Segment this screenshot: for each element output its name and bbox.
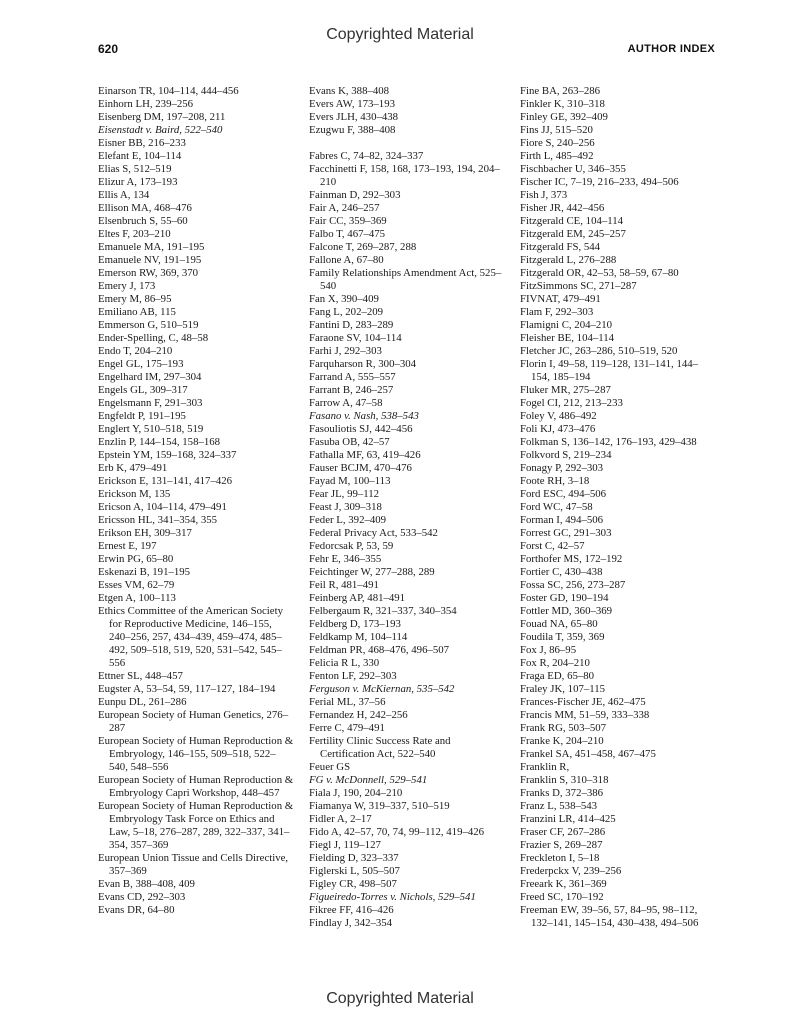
- index-entry: Farrow A, 47–58: [309, 397, 383, 409]
- index-entry: Engelhard IM, 297–304: [98, 371, 202, 383]
- index-entry: Feinberg AP, 481–491: [309, 592, 406, 604]
- index-entry: Fayad M, 100–113: [309, 475, 391, 487]
- index-entry: Folkvord S, 219–234: [520, 449, 612, 461]
- index-entry: Einhorn LH, 239–256: [98, 98, 194, 110]
- index-entry: Fiegl J, 119–127: [309, 839, 381, 851]
- index-entry: Engel GL, 175–193: [98, 358, 184, 370]
- index-entry: Fottler MD, 360–369: [520, 605, 613, 617]
- index-entry: Faraone SV, 104–114: [309, 332, 402, 344]
- index-entry: Firth L, 485–492: [520, 150, 594, 162]
- index-entry: Freeark K, 361–369: [520, 878, 607, 890]
- index-entry: European Society of Human Reproduction & Embryology Task Force on Ethics and Law, 5–18, 276–287, 289, 322–337, 341–354, 357–369: [98, 800, 294, 851]
- index-entry: Elsenbruch S, 55–60: [98, 215, 188, 227]
- index-entry: Franks D, 372–386: [520, 787, 604, 799]
- index-entry: Engelsmann F, 291–303: [98, 397, 203, 409]
- index-entry: Fauser BCJM, 470–476: [309, 462, 412, 474]
- index-entry: Fidler A, 2–17: [309, 813, 372, 825]
- index-entry: Eisenberg DM, 197–208, 211: [98, 111, 226, 123]
- index-entry: Evers JLH, 430–438: [309, 111, 399, 123]
- index-entry: Fitzgerald OR, 42–53, 58–59, 67–80: [520, 267, 679, 279]
- copyright-watermark-bottom: Copyrighted Material: [326, 990, 474, 1007]
- index-entry: Emmerson G, 510–519: [98, 319, 199, 331]
- index-entry: Erikson EH, 309–317: [98, 527, 192, 539]
- index-entry: Fitzgerald EM, 245–257: [520, 228, 626, 240]
- index-entry: Fraga ED, 65–80: [520, 670, 595, 682]
- index-entry: Evans K, 388–408: [309, 85, 390, 97]
- index-entry: Eisner BB, 216–233: [98, 137, 186, 149]
- index-entry: Felicia R L, 330: [309, 657, 380, 669]
- index-entry: Fossa SC, 256, 273–287: [520, 579, 626, 591]
- index-entry: Etgen A, 100–113: [98, 592, 176, 604]
- index-entry: Feldkamp M, 104–114: [309, 631, 408, 643]
- running-head: AUTHOR INDEX: [627, 43, 715, 55]
- index-entry: Franz L, 538–543: [520, 800, 598, 812]
- index-entry: Farquharson R, 300–304: [309, 358, 417, 370]
- index-entry: Freed SC, 170–192: [520, 891, 604, 903]
- index-entry: Ferguson v. McKiernan, 535–542: [309, 683, 455, 695]
- index-entry: Foley V, 486–492: [520, 410, 597, 422]
- index-entry: European Society of Human Reproduction & Embryology, 146–155, 509–518, 522–540, 548–556: [98, 735, 294, 773]
- index-entry: Frazier S, 269–287: [520, 839, 603, 851]
- index-entry: Fleisher BE, 104–114: [520, 332, 615, 344]
- index-entry: Fear JL, 99–112: [309, 488, 380, 500]
- index-entry: Engfeldt P, 191–195: [98, 410, 186, 422]
- index-entry: Eltes F, 203–210: [98, 228, 171, 240]
- index-entry: Ford ESC, 494–506: [520, 488, 607, 500]
- index-entry: Elias S, 512–519: [98, 163, 172, 175]
- index-entry: Emery J, 173: [98, 280, 156, 292]
- index-entry: Ferial ML, 37–56: [309, 696, 386, 708]
- index-entry: Eisenstadt v. Baird, 522–540: [98, 124, 223, 136]
- index-entry: Fogel CI, 212, 213–233: [520, 397, 623, 409]
- index-entry: Flam F, 292–303: [520, 306, 594, 318]
- index-entry: Fang L, 202–209: [309, 306, 384, 318]
- index-entry: Emanuele NV, 191–195: [98, 254, 202, 266]
- index-entry: Forman I, 494–506: [520, 514, 604, 526]
- index-entry: Evers AW, 173–193: [309, 98, 396, 110]
- index-entry: Feuer GS: [309, 761, 351, 773]
- index-entry: FitzSimmons SC, 271–287: [520, 280, 637, 292]
- index-entry: Erickson M, 135: [98, 488, 171, 500]
- index-entry: Fitzgerald FS, 544: [520, 241, 601, 253]
- index-entry: Franklin R,: [520, 761, 570, 773]
- index-entry: Frank RG, 503–507: [520, 722, 607, 734]
- index-entry: Emiliano AB, 115: [98, 306, 176, 318]
- index-entry: Franzini LR, 414–425: [520, 813, 616, 825]
- index-entry: Fischer IC, 7–19, 216–233, 494–506: [520, 176, 679, 188]
- index-entry: Frederpckx V, 239–256: [520, 865, 622, 877]
- index-entry: Erickson E, 131–141, 417–426: [98, 475, 233, 487]
- index-entry: Feast J, 309–318: [309, 501, 382, 513]
- index-entry: Fox R, 204–210: [520, 657, 590, 669]
- index-entry: Fortier C, 430–438: [520, 566, 603, 578]
- index-entry: Finkler K, 310–318: [520, 98, 605, 110]
- index-entry: Englert Y, 510–518, 519: [98, 423, 204, 435]
- index-entry: European Society of Human Genetics, 276–287: [98, 709, 289, 734]
- index-entry: Ethics Committee of the American Society for Reproductive Medicine, 146–155, 240–256, 257, 434–439, 459–474, 485–492, 509–518, 519, 520, 531–542, 545–556: [98, 605, 284, 669]
- index-entry: Finley GE, 392–409: [520, 111, 608, 123]
- index-entry: Feil R, 481–491: [309, 579, 379, 591]
- index-entry: Foote RH, 3–18: [520, 475, 590, 487]
- index-entry: Fedorcsak P, 53, 59: [309, 540, 394, 552]
- index-entry: Fonagy P, 292–303: [520, 462, 604, 474]
- index-entry: Fielding D, 323–337: [309, 852, 399, 864]
- index-entry: Figley CR, 498–507: [309, 878, 397, 890]
- index-entry: Fenton LF, 292–303: [309, 670, 397, 682]
- index-entry: Fernandez H, 242–256: [309, 709, 408, 721]
- index-entry: Emanuele MA, 191–195: [98, 241, 205, 253]
- index-entry: Forst C, 42–57: [520, 540, 585, 552]
- index-entry: Fluker MR, 275–287: [520, 384, 611, 396]
- index-entry: Fischbacher U, 346–355: [520, 163, 626, 175]
- index-entry: Felbergaum R, 321–337, 340–354: [309, 605, 457, 617]
- index-entry: Fine BA, 263–286: [520, 85, 601, 97]
- index-entry: Fathalla MF, 63, 419–426: [309, 449, 421, 461]
- index-entry: Fikree FF, 416–426: [309, 904, 394, 916]
- index-entry: Farrand A, 555–557: [309, 371, 396, 383]
- index-entry: Fiala J, 190, 204–210: [309, 787, 403, 799]
- index-entry: European Society of Human Reproduction & Embryology Capri Workshop, 448–457: [98, 774, 294, 799]
- index-entry: Einarson TR, 104–114, 444–456: [98, 85, 239, 97]
- index-entry: Fraley JK, 107–115: [520, 683, 606, 695]
- index-entry: Fitzgerald L, 276–288: [520, 254, 617, 266]
- page-number: 620: [98, 42, 119, 56]
- index-entry: Federal Privacy Act, 533–542: [309, 527, 438, 539]
- index-entry: Findlay J, 342–354: [309, 917, 393, 929]
- copyright-watermark-top: Copyrighted Material: [326, 26, 474, 43]
- index-entry: Elizur A, 173–193: [98, 176, 178, 188]
- index-entry: Frances-Fischer JE, 462–475: [520, 696, 646, 708]
- index-entry: Fair A, 246–257: [309, 202, 380, 214]
- index-entry: Endo T, 204–210: [98, 345, 173, 357]
- index-entry: Foli KJ, 473–476: [520, 423, 596, 435]
- index-entry: Fish J, 373: [520, 189, 568, 201]
- index-entry: Feldberg D, 173–193: [309, 618, 401, 630]
- index-entry: Fisher JR, 442–456: [520, 202, 605, 214]
- index-entry: Ettner SL, 448–457: [98, 670, 183, 682]
- index-entry: Florin I, 49–58, 119–128, 131–141, 144–154, 185–194: [520, 358, 699, 383]
- index-entry: Eskenazi B, 191–195: [98, 566, 191, 578]
- index-entry: Farrant B, 246–257: [309, 384, 394, 396]
- index-entry: Epstein YM, 159–168, 324–337: [98, 449, 237, 461]
- index-entry: Ellison MA, 468–476: [98, 202, 192, 214]
- index-entry: Folkman S, 136–142, 176–193, 429–438: [520, 436, 697, 448]
- index-entry: Ernest E, 197: [98, 540, 157, 552]
- index-entry: Feder L, 392–409: [309, 514, 387, 526]
- index-entry: Eunpu DL, 261–286: [98, 696, 187, 708]
- index-entry: Fouad NA, 65–80: [520, 618, 598, 630]
- index-entry: Enzlin P, 144–154, 158–168: [98, 436, 221, 448]
- index-entry: Frankel SA, 451–458, 467–475: [520, 748, 656, 760]
- index-entry: Fasuba OB, 42–57: [309, 436, 390, 448]
- index-entry: Emery M, 86–95: [98, 293, 172, 305]
- index-entry: Engels GL, 309–317: [98, 384, 188, 396]
- index-entry: Evan B, 388–408, 409: [98, 878, 195, 890]
- index-entry: Fiamanya W, 319–337, 510–519: [309, 800, 450, 812]
- index-entry: Fraser CF, 267–286: [520, 826, 606, 838]
- index-entry: Emerson RW, 369, 370: [98, 267, 199, 279]
- index-entry: Elefant E, 104–114: [98, 150, 182, 162]
- index-entry: European Union Tissue and Cells Directive, 357–369: [98, 852, 289, 877]
- index-entry: Feichtinger W, 277–288, 289: [309, 566, 435, 578]
- index-entry: Fair CC, 359–369: [309, 215, 387, 227]
- index-entry: Freckleton I, 5–18: [520, 852, 600, 864]
- index-entry: Fido A, 42–57, 70, 74, 99–112, 419–426: [309, 826, 485, 838]
- index-entry: Foudila T, 359, 369: [520, 631, 605, 643]
- index-entry: FIVNAT, 479–491: [520, 293, 601, 305]
- index-entry: Evans DR, 64–80: [98, 904, 175, 916]
- index-entry: Erb K, 479–491: [98, 462, 168, 474]
- index-entry: Falcone T, 269–287, 288: [309, 241, 417, 253]
- index-entry: Franke K, 204–210: [520, 735, 604, 747]
- index-entry: Fainman D, 292–303: [309, 189, 401, 201]
- index-entry: Ellis A, 134: [98, 189, 150, 201]
- index-entry: Franklin S, 310–318: [520, 774, 609, 786]
- index-entry: Francis MM, 51–59, 333–338: [520, 709, 650, 721]
- index-entry: Figueiredo-Torres v. Nichols, 529–541: [309, 891, 476, 903]
- index-entry: Fins JJ, 515–520: [520, 124, 593, 136]
- index-entry: Farhi J, 292–303: [309, 345, 382, 357]
- index-entry: Family Relationships Amendment Act, 525–540: [309, 267, 502, 292]
- index-entry: Esses VM, 62–79: [98, 579, 175, 591]
- index-entry: Flamigni C, 204–210: [520, 319, 613, 331]
- index-entry: Forthofer MS, 172–192: [520, 553, 623, 565]
- index-entry: Eugster A, 53–54, 59, 117–127, 184–194: [98, 683, 276, 695]
- index-entry: Evans CD, 292–303: [98, 891, 186, 903]
- index-entry: Fletcher JC, 263–286, 510–519, 520: [520, 345, 678, 357]
- index-entry: Ericsson HL, 341–354, 355: [98, 514, 218, 526]
- index-entry: Erwin PG, 65–80: [98, 553, 174, 565]
- index-entry: Ford WC, 47–58: [520, 501, 593, 513]
- index-entry: Ericson A, 104–114, 479–491: [98, 501, 227, 513]
- index-entry: Falbo T, 467–475: [309, 228, 386, 240]
- index-entry: Ender-Spelling, C, 48–58: [98, 332, 209, 344]
- index-column-2: [309, 85, 505, 930]
- index-entry: Figlerski L, 505–507: [309, 865, 400, 877]
- index-entry: Feldman PR, 468–476, 496–507: [309, 644, 450, 656]
- index-entry: Facchinetti F, 158, 168, 173–193, 194, 204–210: [309, 163, 500, 188]
- index-entry: Fantini D, 283–289: [309, 319, 394, 331]
- index-entry: Fasano v. Nash, 538–543: [309, 410, 419, 422]
- index-entry: Forrest GC, 291–303: [520, 527, 612, 539]
- index-entry: Fiore S, 240–256: [520, 137, 595, 149]
- index-entry: Freeman EW, 39–56, 57, 84–95, 98–112, 132–141, 145–154, 430–438, 494–506: [520, 904, 699, 929]
- index-column-3: [520, 85, 716, 930]
- index-entry: Fitzgerald CE, 104–114: [520, 215, 624, 227]
- index-entry: Ferre C, 479–491: [309, 722, 385, 734]
- index-entry: Fox J, 86–95: [520, 644, 577, 656]
- index-entry: Ezugwu F, 388–408: [309, 124, 396, 136]
- index-entry: Fabres C, 74–82, 324–337: [309, 150, 424, 162]
- index-column-1: [98, 85, 294, 917]
- index-entry: Fan X, 390–409: [309, 293, 379, 305]
- index-entry: Fertility Clinic Success Rate and Certification Act, 522–540: [309, 735, 451, 760]
- index-entry: Foster GD, 190–194: [520, 592, 609, 604]
- index-entry: Fehr E, 346–355: [309, 553, 382, 565]
- index-entry: Fasouliotis SJ, 442–456: [309, 423, 413, 435]
- index-entry: Fallone A, 67–80: [309, 254, 384, 266]
- index-entry: FG v. McDonnell, 529–541: [309, 774, 428, 786]
